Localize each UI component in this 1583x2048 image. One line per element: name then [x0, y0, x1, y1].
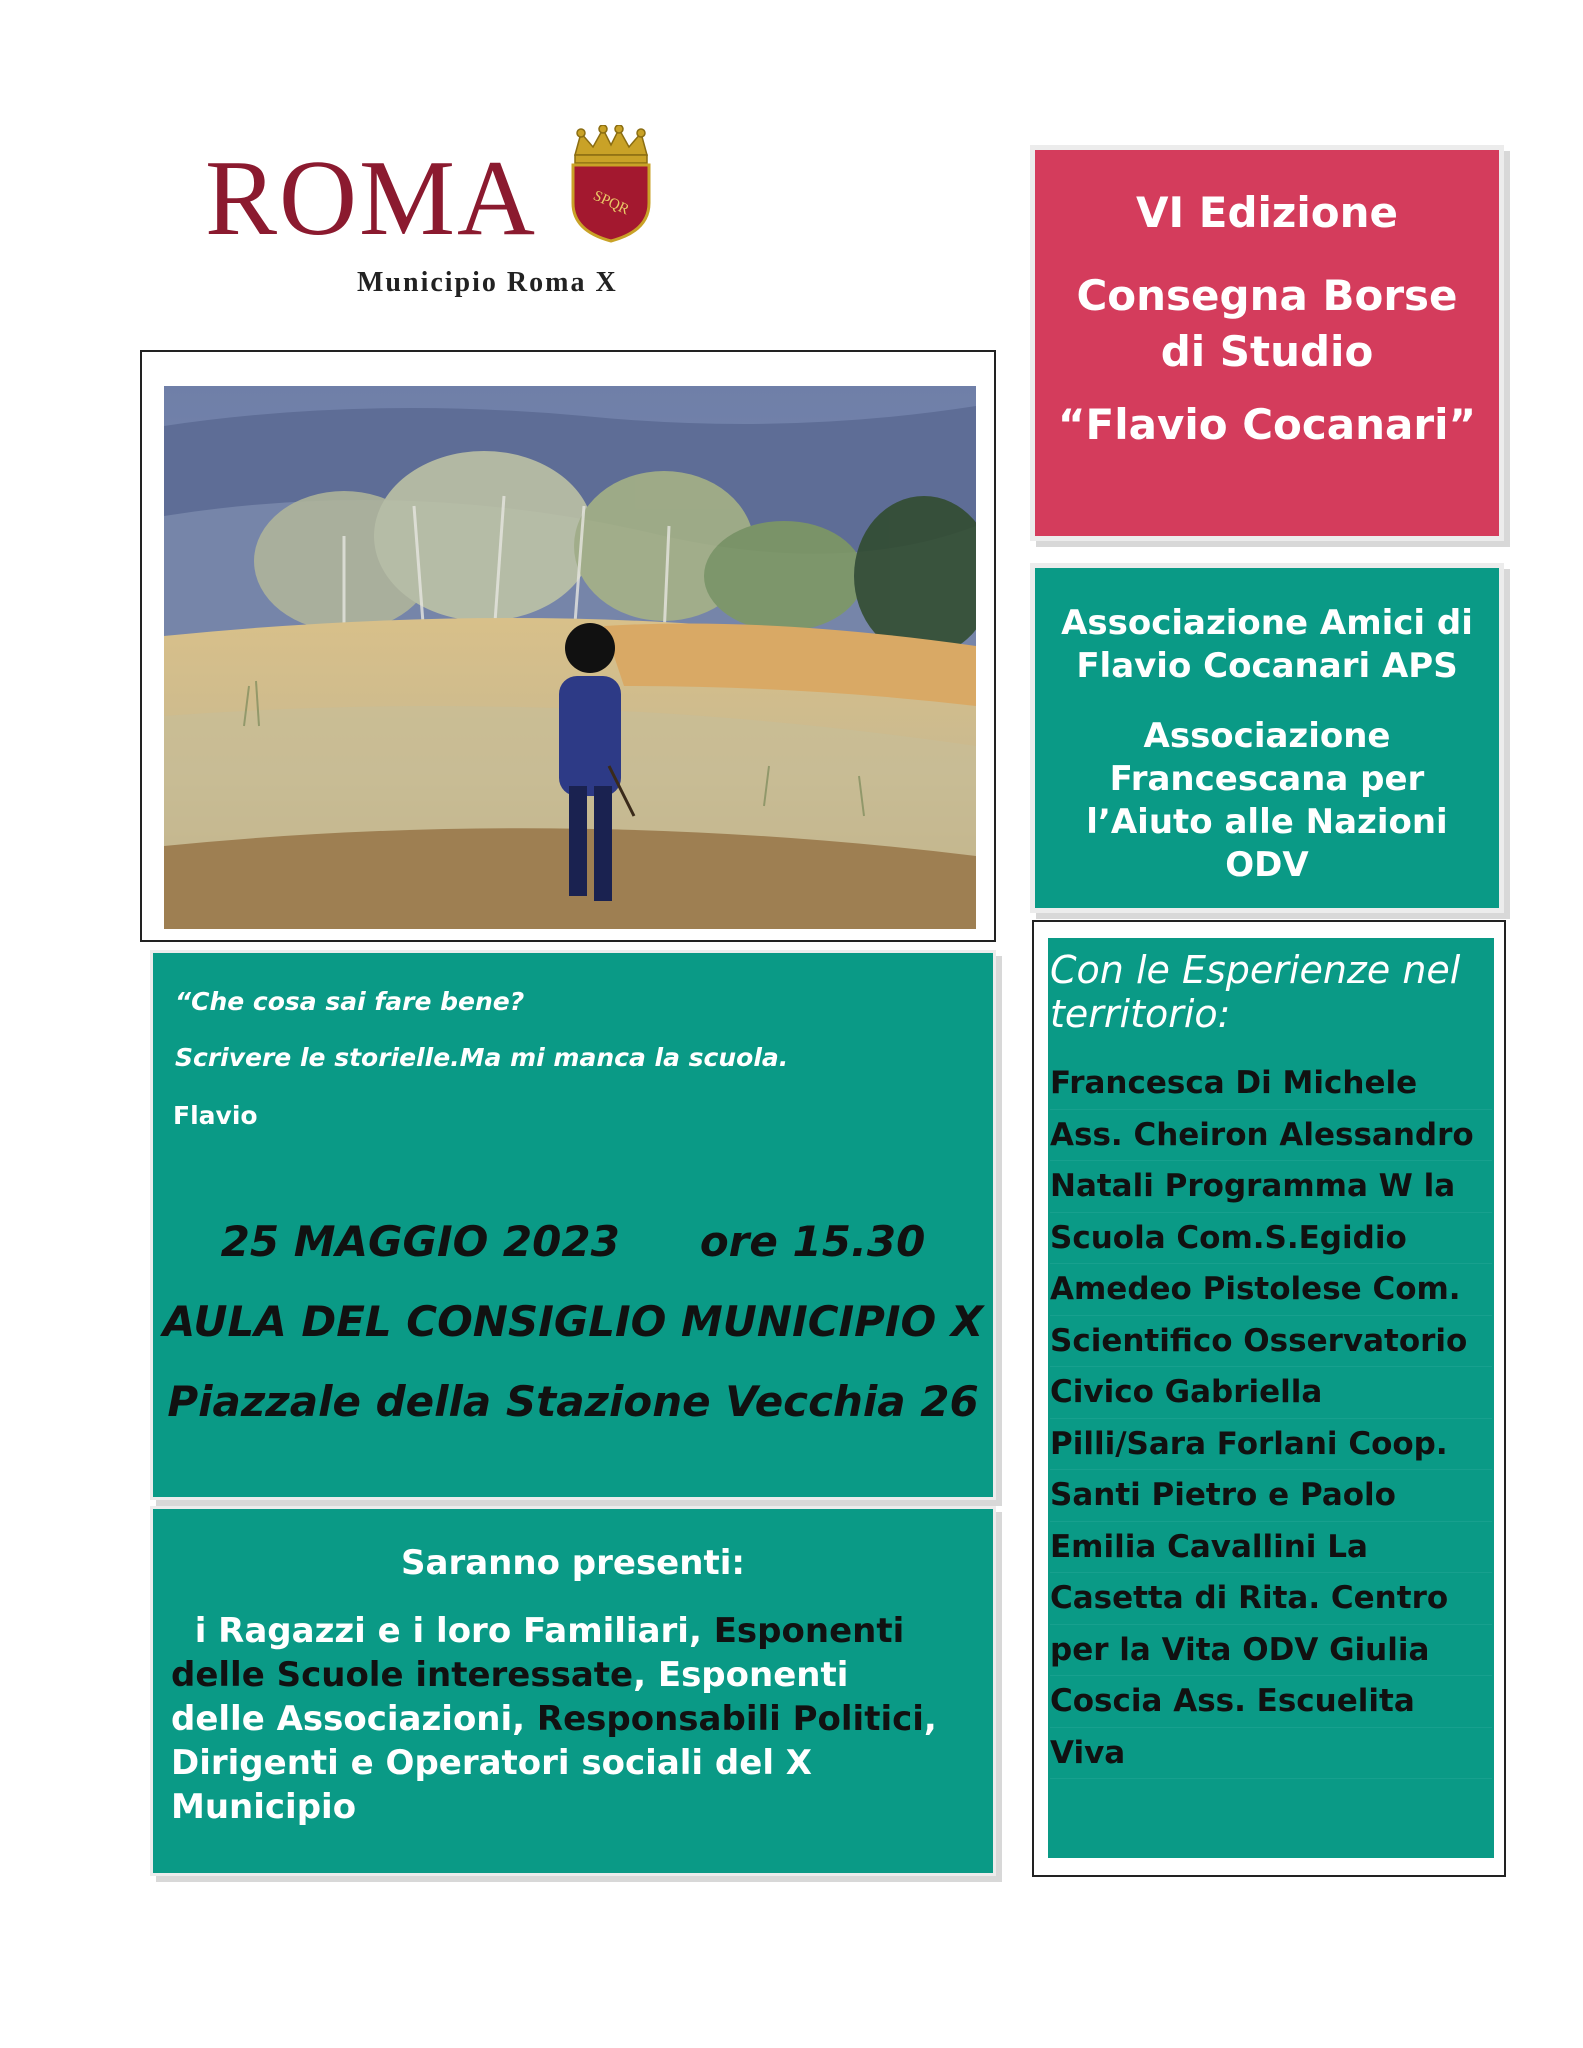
event-title [1035, 268, 1499, 380]
attendees-part-5: , Dirigenti e Operatori sociali del X Municipio [171, 1699, 937, 1827]
experiences-line: Civico Gabriella [1050, 1367, 1492, 1419]
landscape-photo-icon [164, 386, 976, 929]
event-time: ore 15.30 [699, 1217, 926, 1266]
roma-logo [145, 95, 715, 305]
attendees-part-3: , Esponenti delle Associazioni, [171, 1655, 849, 1739]
experiences-line: Francesca Di Michele [1050, 1058, 1492, 1110]
experiences-line: Casetta di Rita. Centro [1050, 1573, 1492, 1625]
experiences-line: per la Vita ODV Giulia [1050, 1625, 1492, 1677]
experiences-heading: Con le Esperienze nel territorio: [1050, 948, 1461, 1036]
experiences-box [1048, 938, 1494, 1858]
experiences-line: Pilli/Sara Forlani Coop. [1050, 1419, 1492, 1471]
photo-frame [140, 350, 996, 942]
experiences-line: Ass. Cheiron Alessandro [1050, 1110, 1492, 1162]
attendees-box [150, 1506, 996, 1876]
experiences-list [1050, 1058, 1492, 1779]
svg-text:SPQR: SPQR [590, 187, 632, 219]
event-venue: AULA DEL CONSIGLIO MUNICIPIO X [162, 1297, 984, 1346]
quote-author: Flavio [173, 1101, 258, 1130]
experiences-line: Amedeo Pistolese Com. [1050, 1264, 1492, 1316]
edition-label: VI Edizione [1136, 188, 1398, 237]
attendees-part-1: i Ragazzi e i loro Familiari, [194, 1611, 714, 1651]
experiences-line: Natali Programma W la [1050, 1161, 1492, 1213]
attendees-part-4: Responsabili Politici [536, 1699, 924, 1739]
associations-box [1030, 563, 1504, 913]
spqr-crest-icon [567, 125, 655, 243]
association-second [1035, 715, 1499, 887]
experiences-line: Viva [1050, 1728, 1492, 1780]
experiences-frame [1032, 920, 1506, 1877]
title-box [1030, 145, 1504, 541]
experiences-line: Coscia Ass. Escuelita [1050, 1676, 1492, 1728]
experiences-line: Emilia Cavallini La [1050, 1522, 1492, 1574]
quote-line-2: Scrivere le storielle.Ma mi manca la scuola. [175, 1043, 789, 1072]
association-first-text: Associazione Amici di Flavio Cocanari APS [1061, 603, 1473, 686]
attendees-text [171, 1609, 953, 1829]
attendees-part-2: Esponenti delle Scuole interessate [171, 1611, 905, 1695]
event-date: 25 MAGGIO 2023 [220, 1217, 620, 1266]
landscape-photo [164, 386, 976, 929]
event-address: Piazzale della Stazione Vecchia 26 [167, 1377, 979, 1426]
logo-subtitle: Municipio Roma X [357, 267, 618, 298]
experiences-line: Santi Pietro e Paolo [1050, 1470, 1492, 1522]
attendees-title: Saranno presenti: [401, 1543, 745, 1583]
scholarship-name: “Flavio Cocanari” [1057, 400, 1477, 449]
event-title-text: Consegna Borse di Studio [1076, 271, 1458, 376]
experiences-line: Scientifico Osservatorio [1050, 1316, 1492, 1368]
quote-line-1: “Che cosa sai fare bene? [175, 987, 525, 1016]
association-first [1035, 602, 1499, 688]
association-second-text: Associazione Francescana per l’Aiuto alle Nazioni ODV [1086, 716, 1448, 885]
event-datetime [153, 1217, 993, 1266]
experiences-line: Scuola Com.S.Egidio [1050, 1213, 1492, 1265]
logo-wordmark: ROMA [205, 139, 538, 258]
event-box [150, 950, 996, 1500]
